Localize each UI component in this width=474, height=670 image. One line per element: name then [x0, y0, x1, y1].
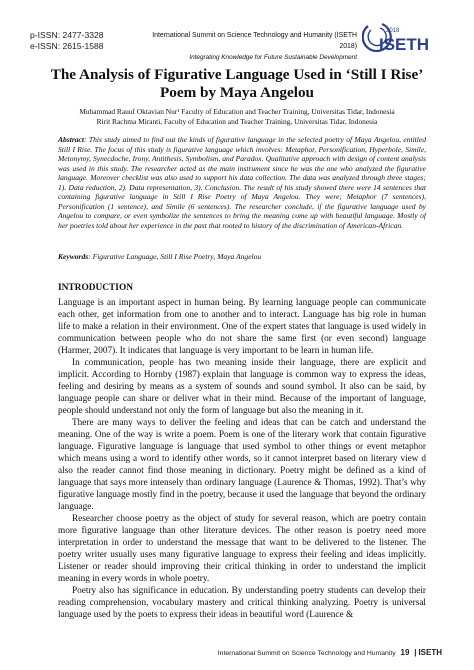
iseth-logo	[362, 20, 444, 56]
p-issn: p-ISSN: 2477-3328	[30, 30, 104, 40]
abstract-text: : This study aimed to find out the kinds of figurative language in the selected poetry of Maya Angelou, entitled Still I Rise. The focus of this study is figurative language which involves: Metaphor, Personification, Hyperbole, Simile, Metonymy, Synecdoche, Irony, Antithesis, Symbolism, and Paradox. Qualitative approach with design of content analysis was used in this study. The researcher acted as the main instrument since he was the one who analyzed the figurative language. Moreover checklist was also used to support his data collection. The data was analyzed through three stages; 1). Data reduction, 2). Data representation, 3). Conclusion. The result of his study showed there were 14 sentences that containing figurative language in Still I Rise Poetry of Maya Angelou. They were; Metaphor (7 sentences), Personification (1 sentence), and Simile (6 sentences). The researcher conclude, if the figurative language used by Angelou to compare, or even symbolize the sentences to bring the meaning come up with beautiful language. Mostly of her poetries told about her experience in the past that rooted to history of the discrimination of American-African.	[58, 135, 426, 230]
keywords-label: Keywords	[58, 252, 89, 261]
conference-tagline: Integrating Knowledge for Future Sustainable Development	[189, 54, 357, 61]
abstract	[58, 135, 426, 230]
keywords-text: : Figurative Language, Still I Rise Poetry, Maya Angelou	[88, 252, 262, 261]
footer-brand: ISETH	[418, 648, 442, 657]
title-line-2: Poem by Maya Angelou	[160, 84, 314, 101]
e-issn: e-ISSN: 2615-1588	[30, 41, 104, 51]
paper-title	[40, 66, 434, 102]
paragraph-1: Language is an important aspect in human being. By learning language people can communicate each other, get information from one to another and to interact. Language has big role in human life to make a relation in their environment. One of the expert states that language is used widely in communication between people who do not share the same first (or even second) language (Harmer, 2007). It indicates that language is very important to be learn in human life.	[58, 298, 426, 356]
title-line-1: The Analysis of Figurative Language Used in ‘Still I Rise’	[50, 66, 424, 83]
page-number: 19	[400, 648, 410, 657]
body-text	[58, 297, 426, 621]
footer-separator: |	[414, 648, 417, 657]
logo-year: 2018	[386, 28, 400, 34]
logo-text: ISETH	[379, 35, 430, 54]
conference-name: International Summit on Science Technology and Humanity (ISETH 2018)	[152, 32, 357, 50]
page-footer	[150, 648, 442, 657]
paragraph-4: Researcher choose poetry as the object of study for several reason, which are poetry contain more figurative language than other literature devices. The other reason is poetry need more interpretation in order to understand the message that want to be delivered to the listener. The poetry writer usually uses many figurative language to express their feeling and ideas implicitly. Listener or reader should improving their critical thinking in order to understand the implicit meaning in every words in whole poetry.	[58, 514, 426, 584]
iseth-logo-icon	[362, 20, 444, 56]
paragraph-2: In communication, people has two meaning inside their language, there are explicit and implicit. According to Hornby (1987) explain that language is common way to express the ideas, feeling and desiring by means as a system of sounds and sound symbol. It also can be said, by language people can share or deliver what in their mind. Because of the important of language, people should understand not only the form of language but also the meaning in it.	[58, 358, 426, 416]
author-list	[40, 107, 434, 127]
footer-conference: International Summit on Science Technology and Humanity	[217, 650, 396, 657]
author-2: Ririt Rachma Miranti, Faculty of Education and Teacher Training, Universitas Tidar, Indonesia	[96, 117, 378, 126]
keywords	[58, 252, 426, 262]
section-heading: INTRODUCTION	[58, 283, 134, 293]
author-1: Muhammad Rauuf Oktavian Nur¹ Faculty of Education and Teacher Training, Universitas Tidar, Indonesia	[79, 107, 395, 116]
issn-block	[30, 30, 104, 52]
paragraph-3: There are many ways to deliver the feeling and ideas that can be catch and understand the meaning. One of the way is write a poem. Poem is one of the literary work that contain figurative language. Figurative language is language that used symbol to other things or event metaphor which means using a word to identify other words, so it cannot interpret based on literary view d also the reader cannot find those meaning in dictionary. Poetry might be defined as a kind of language that says more intensely than ordinary language (Laurence & Thomas, 1992). That’s why figurative language mostly find in the poetry, because it used the language that beyond the ordinary language.	[58, 418, 426, 512]
abstract-label: Abstract	[58, 135, 84, 144]
conference-header	[152, 30, 357, 63]
paragraph-5: Poetry also has significance in education. By understanding poetry students can develop their reading comprehension, vocabulary mastery and critical thinking analyzing. Poetry is universal language used by the poets to express their ideas in beautiful word (Laurence &	[58, 586, 426, 620]
